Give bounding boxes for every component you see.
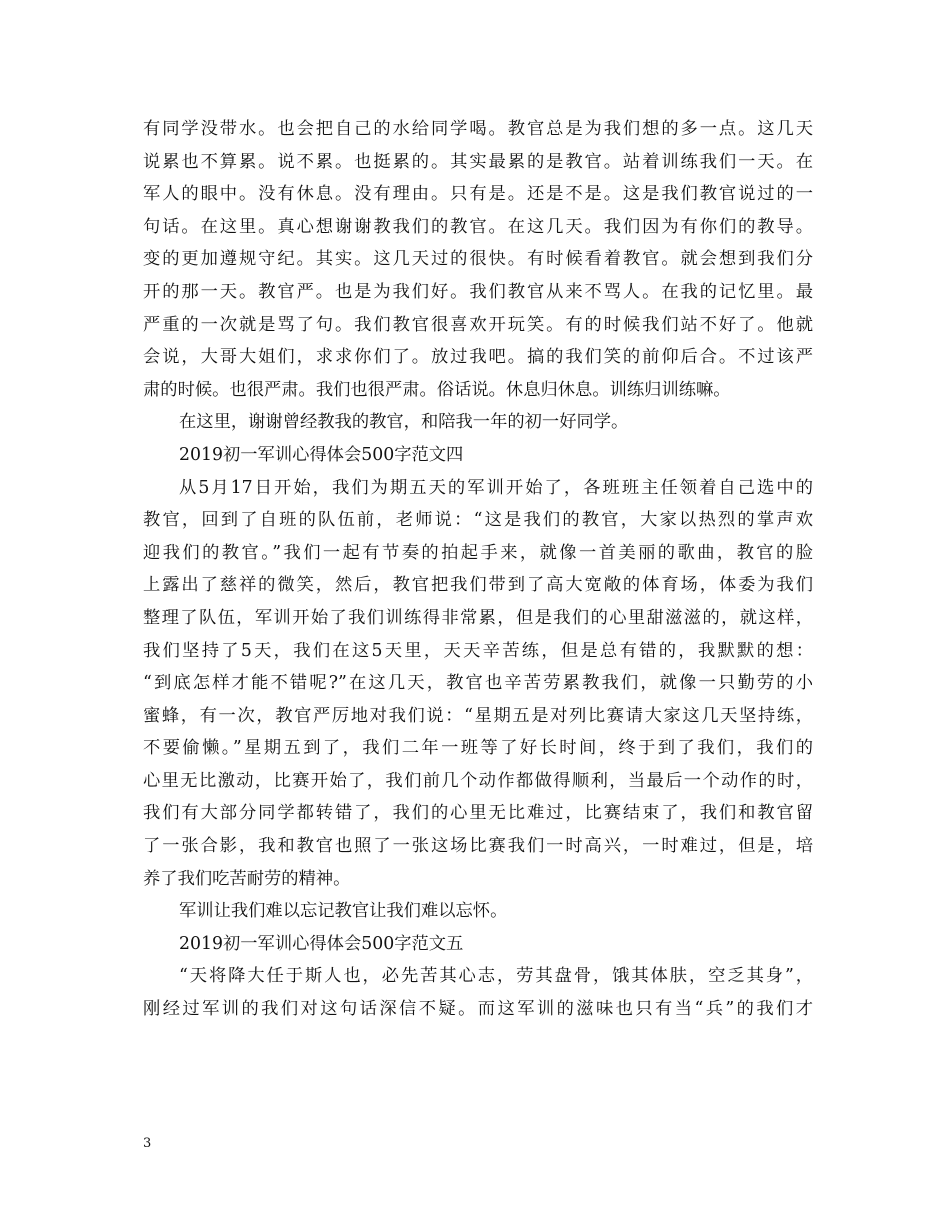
text-line: 整理了队伍，军训开始了我们训练得非常累，但是我们的心里甜滋滋的，就这样， <box>143 607 813 628</box>
text-line: 迎我们的教官。”我们一起有节奏的拍起手来，就像一首美丽的歌曲，教官的脸 <box>143 542 813 563</box>
text-line: 上露出了慈祥的微笑，然后，教官把我们带到了高大宽敞的体育场，体委为我们 <box>143 575 813 596</box>
text-line: 在这里，谢谢曾经教我的教官，和陪我一年的初一好同学。 <box>179 412 629 433</box>
page-number: 3 <box>143 1136 152 1151</box>
text-line: 2019初一军训心得体会500字范文四 <box>179 444 464 465</box>
text-line: “到底怎样才能不错呢?”在这几天，教官也辛苦劳累教我们，就像一只勤劳的小 <box>143 673 813 694</box>
text-line: 肃的时候。也很严肃。我们也很严肃。俗话说。休息归休息。训练归训练嘛。 <box>143 379 731 400</box>
text-line: 刚经过军训的我们对这句话深信不疑。而这军训的滋味也只有当“兵”的我们才 <box>143 999 813 1020</box>
text-line: “天将降大任于斯人也，必先苦其心志，劳其盘骨，饿其体肤，空乏其身”， <box>179 966 813 987</box>
text-line: 开的那一天。教官严。也是为我们好。我们教官从来不骂人。在我的记忆里。最 <box>143 281 813 302</box>
text-line: 变的更加遵规守纪。其实。这几天过的很快。有时候看着教官。就会想到我们分 <box>143 249 813 270</box>
text-line: 不要偷懒。”星期五到了，我们二年一班等了好长时间，终于到了我们，我们的 <box>143 738 813 759</box>
text-line: 我们坚持了5天，我们在这5天里，天天辛苦练，但是总有错的，我默默的想： <box>143 640 813 661</box>
text-line: 了一张合影，我和教官也照了一张这场比赛我们一时高兴，一时难过，但是，培 <box>143 836 813 857</box>
text-line: 有同学没带水。也会把自己的水给同学喝。教官总是为我们想的多一点。这几天 <box>143 119 813 139</box>
text-line: 蜜蜂，有一次，教官严厉地对我们说：“星期五是对列比赛请大家这几天坚持练， <box>143 705 813 726</box>
document-body <box>143 113 813 1026</box>
text-line: 从5月17日开始，我们为期五天的军训开始了，各班班主任领着自己选中的 <box>179 477 813 498</box>
text-line: 养了我们吃苦耐劳的精神。 <box>143 868 351 889</box>
text-line: 说累也不算累。说不累。也挺累的。其实最累的是教官。站着训练我们一天。在 <box>143 151 813 172</box>
text-line: 2019初一军训心得体会500字范文五 <box>179 933 464 954</box>
text-line: 教官，回到了自班的队伍前，老师说：“这是我们的教官，大家以热烈的掌声欢 <box>143 510 813 531</box>
text-line: 会说，大哥大姐们，求求你们了。放过我吧。搞的我们笑的前仰后合。不过该严 <box>143 347 813 368</box>
text-line: 我们有大部分同学都转错了，我们的心里无比难过，比赛结束了，我们和教官留 <box>143 803 813 824</box>
text-line: 军人的眼中。没有休息。没有理由。只有是。还是不是。这是我们教官说过的一 <box>143 184 813 205</box>
text-line: 句话。在这里。真心想谢谢教我们的教官。在这几天。我们因为有你们的教导。 <box>143 216 813 237</box>
text-line: 严重的一次就是骂了句。我们教官很喜欢开玩笑。有的时候我们站不好了。他就 <box>143 314 813 335</box>
text-line: 军训让我们难以忘记教官让我们难以忘怀。 <box>179 901 508 922</box>
text-line: 心里无比激动，比赛开始了，我们前几个动作都做得顺利，当最后一个动作的时， <box>143 770 813 791</box>
